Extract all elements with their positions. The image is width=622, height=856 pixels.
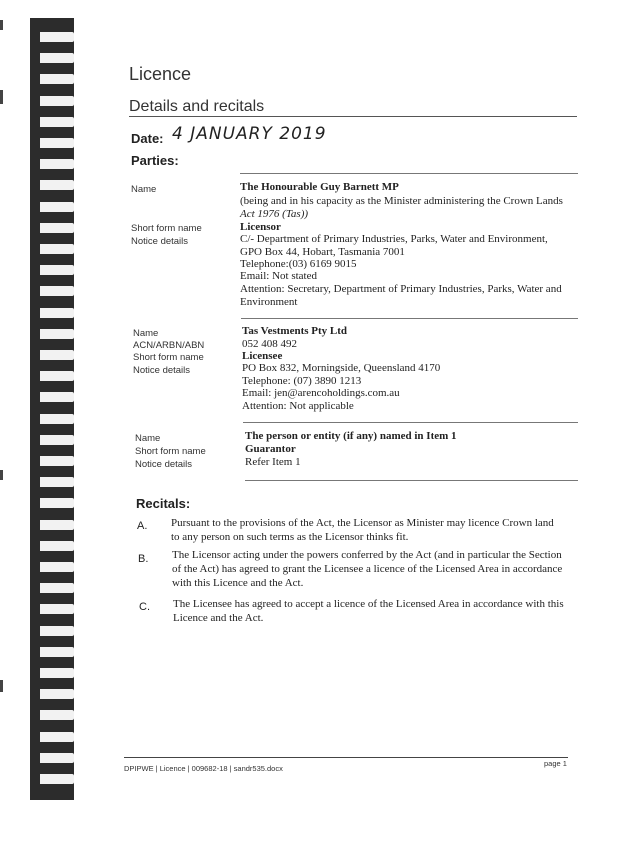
binding-ring [40,732,74,742]
guarantor-notice: Refer Item 1 [245,456,301,468]
spiral-binding [30,18,74,800]
recital-text [173,597,583,625]
binding-ring [40,414,74,424]
binding-ring [40,180,74,190]
heading-divider [129,116,577,117]
licensee-notice-line: Email: jen@arencoholdings.com.au [242,387,400,399]
party-divider [245,480,578,481]
licensee-short-form-label: Short form name [133,352,204,363]
binding-ring [40,117,74,127]
footer-divider [124,757,568,758]
guarantor-name: The person or entity (if any) named in Item 1 [245,430,457,442]
guarantor-notice-label: Notice details [135,459,193,470]
edge-mark [0,90,3,104]
guarantor-name-label: Name [135,433,161,444]
licensor-name: The Honourable Guy Barnett MP [240,181,399,193]
recital-letter: B. [138,553,149,565]
recital-letter: A. [137,520,148,532]
edge-mark [0,470,3,480]
footer-reference: DPIPWE | Licence | 009682-18 | sandr535.docx [124,764,283,773]
binding-ring [40,435,74,445]
recital-text [171,516,581,544]
binding-ring [40,223,74,233]
recital-line: Pursuant to the provisions of the Act, the Licensor as Minister may licence Crown land [171,517,554,529]
licensee-acn-label: ACN/ARBN/ABN [133,340,205,351]
licensor-short-form: Licensor [240,221,281,233]
parties-heading: Parties: [131,153,179,168]
licensee-notice-line: Attention: Not applicable [242,400,354,412]
date-value: 4 JANUARY 2019 [172,124,327,144]
recital-line: The Licensor acting under the powers conferred by the Act (and in particular the Section [172,549,562,561]
binding-ring [40,329,74,339]
page-number: page 1 [544,759,567,768]
binding-ring [40,604,74,614]
recital-line: of the Act) has agreed to grant the Licensee a licence of the Licensed Area in accordance [172,563,563,575]
binding-ring [40,668,74,678]
licensor-notice-line: C/- Department of Primary Industries, Parks, Water and Environment, [240,233,548,245]
edge-mark [0,680,3,692]
recitals-heading: Recitals: [136,496,191,511]
binding-ring [40,286,74,296]
binding-ring [40,138,74,148]
licensor-capacity-line1: (being and in his capacity as the Minister administering the Crown Lands [240,195,563,207]
document-title: Licence [129,64,192,84]
binding-ring [40,498,74,508]
binding-ring [40,626,74,636]
party-divider [241,318,578,319]
recital-line: to any person on such terms as the Licensor thinks fit. [171,531,409,543]
licensor-notice-line: Telephone:(03) 6169 9015 [240,258,357,270]
binding-ring [40,350,74,360]
licensor-notice-line: Attention: Secretary, Department of Primary Industries, Parks, Water and [240,283,562,295]
binding-ring [40,308,74,318]
binding-ring [40,202,74,212]
binding-ring [40,53,74,63]
licensee-notice-label: Notice details [133,365,191,376]
binding-ring [40,689,74,699]
licensor-capacity-line2: Act 1976 (Tas)) [240,208,309,220]
licensor-notice-line: Email: Not stated [240,270,317,282]
licensee-notice-line: PO Box 832, Morningside, Queensland 4170 [242,362,441,374]
document-subtitle: Details and recitals [129,98,265,115]
edge-mark [0,20,3,30]
party-divider [243,422,578,423]
binding-ring [40,541,74,551]
binding-ring [40,96,74,106]
binding-ring [40,647,74,657]
binding-ring [40,371,74,381]
guarantor-short-form-label: Short form name [135,446,206,457]
recital-line: with this Licence and the Act. [172,577,304,589]
licensee-notice-line: Telephone: (07) 3890 1213 [242,375,362,387]
binding-ring [40,456,74,466]
binding-ring [40,32,74,42]
binding-ring [40,753,74,763]
date-label: Date: [131,131,164,146]
recital-letter: C. [139,601,150,613]
binding-ring [40,244,74,254]
licensor-notice-label: Notice details [131,236,189,247]
binding-ring [40,583,74,593]
licensor-short-form-label: Short form name [131,223,202,234]
binding-ring [40,562,74,572]
binding-ring [40,520,74,530]
licensee-name: Tas Vestments Pty Ltd [242,325,348,337]
binding-ring [40,392,74,402]
recital-line: Licence and the Act. [173,612,264,624]
licensor-name-label: Name [131,184,157,195]
licensee-name-label: Name [133,328,159,339]
licensee-acn: 052 408 492 [242,338,297,350]
binding-ring [40,74,74,84]
licensor-notice-line: Environment [240,296,298,308]
binding-ring [40,477,74,487]
binding-ring [40,159,74,169]
guarantor-short-form: Guarantor [245,443,296,455]
binding-ring [40,710,74,720]
recital-line: The Licensee has agreed to accept a licence of the Licensed Area in accordance with this [173,598,564,610]
licensor-notice-line: GPO Box 44, Hobart, Tasmania 7001 [240,246,405,258]
recital-text [172,548,582,590]
licensee-short-form: Licensee [242,350,283,362]
binding-ring [40,774,74,784]
binding-ring [40,265,74,275]
party-divider [240,173,578,174]
